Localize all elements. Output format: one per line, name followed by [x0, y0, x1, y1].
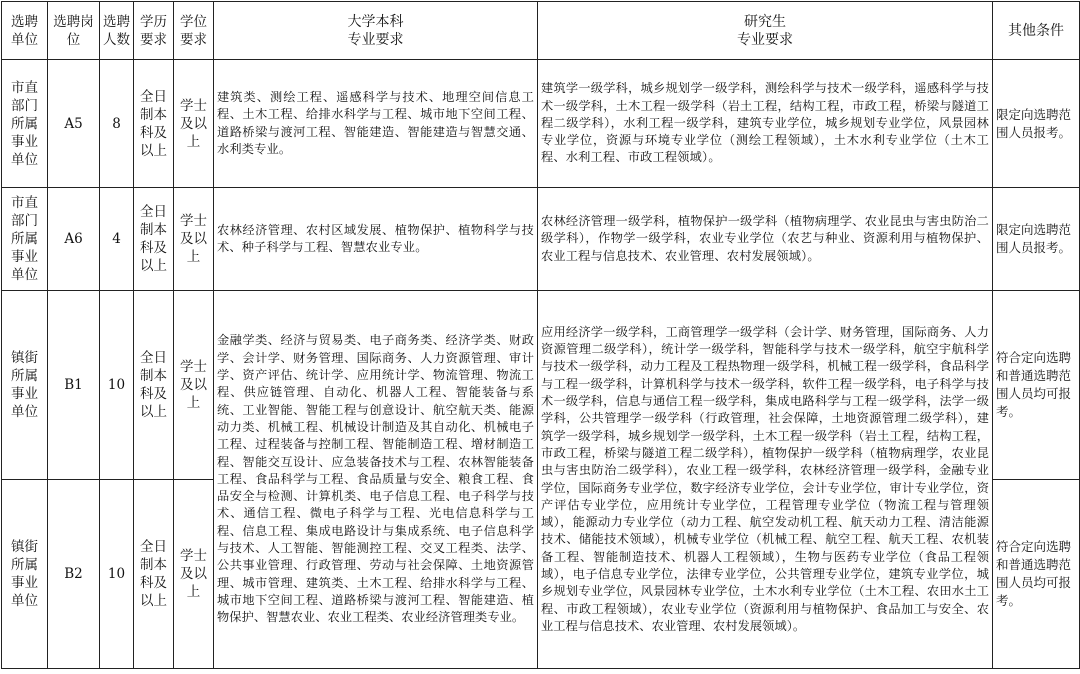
education-cell: 全日制本科及以上 — [134, 291, 174, 480]
shared-undergrad-major-cell: 金融学类、经济与贸易类、电子商务类、经济学类、财政学、会计学、财务管理、国际商务、人力资源管理、审计学、资产评估、统计学、应用统计学、物流管理、物流工程、供应链管理、自动化、机器人工程、智能装备与系统、工业智能、智能工程与创意设计、航空航天类、能源动力类、机械工程、机械设计制造及其自动化、机械电子工程、过程装备与控制工程、智能制造工程、增材制造工程、智能交互设计、应急装备技术与工程、农林智能装备工程、食品科学与工程、食品质量与安全、粮食工程、食品安全与检测、计算机类、电子信息工程、电子科学与技术、通信工程、微电子科学与工程、光电信息科学与工程、信息工程、集成电路设计与集成系统、电子信息科学与技术、人工智能、智能测控工程、交叉工程类、法学、公共事业管理、行政管理、劳动与社会保障、土地资源管理、城市管理、建筑类、土木工程、给排水科学与工程、城市地下空间工程、道路桥梁与渡河工程、智能建造、植物保护、智慧农业、农业工程类、农业经济管理类专业。 — [214, 291, 538, 669]
degree-cell: 学士及以上 — [174, 480, 214, 669]
table-row — [2, 291, 1080, 480]
post-cell: A5 — [48, 60, 100, 188]
count-cell: 10 — [100, 480, 134, 669]
other-conditions-cell: 限定向选聘范围人员报考。 — [993, 60, 1080, 188]
header-other: 其他条件 — [993, 2, 1080, 60]
table-row — [2, 188, 1080, 291]
post-cell: B2 — [48, 480, 100, 669]
unit-cell: 镇街所属事业单位 — [2, 291, 48, 480]
table-row — [2, 60, 1080, 188]
degree-cell: 学士及以上 — [174, 291, 214, 480]
other-conditions-cell: 符合定向选聘和普通选聘范围人员均可报考。 — [993, 291, 1080, 480]
unit-cell: 镇街所属事业单位 — [2, 480, 48, 669]
education-cell: 全日制本科及以上 — [134, 480, 174, 669]
recruitment-table — [1, 1, 1080, 669]
post-cell: A6 — [48, 188, 100, 291]
degree-cell: 学士及以上 — [174, 60, 214, 188]
header-unit: 选聘单位 — [2, 2, 48, 60]
other-conditions-cell: 限定向选聘范围人员报考。 — [993, 188, 1080, 291]
count-cell: 4 — [100, 188, 134, 291]
education-cell: 全日制本科及以上 — [134, 60, 174, 188]
post-cell: B1 — [48, 291, 100, 480]
header-undergrad: 大学本科 专业要求 — [214, 2, 538, 60]
header-grad: 研究生 专业要求 — [538, 2, 993, 60]
header-education: 学历要求 — [134, 2, 174, 60]
undergrad-major-cell: 建筑类、测绘工程、遥感科学与技术、地理空间信息工程、土木工程、给排水科学与工程、城市地下空间工程、道路桥梁与渡河工程、智能建造、智能建造与智慧交通、水利类专业。 — [214, 60, 538, 188]
unit-cell: 市直部门所属事业单位 — [2, 60, 48, 188]
header-row — [2, 2, 1080, 60]
unit-cell: 市直部门所属事业单位 — [2, 188, 48, 291]
education-cell: 全日制本科及以上 — [134, 188, 174, 291]
degree-cell: 学士及以上 — [174, 188, 214, 291]
grad-major-cell: 建筑学一级学科，城乡规划学一级学科，测绘科学与技术一级学科，遥感科学与技术一级学科，土木工程一级学科（岩土工程，结构工程，市政工程，桥梁与隧道工程二级学科），水利工程一级学科，建筑专业学位，城乡规划专业学位，风景园林专业学位，资源与环境专业学位（测绘工程领域），土木水利专业学位（土木工程、水利工程、市政工程领域）。 — [538, 60, 993, 188]
undergrad-major-cell: 农林经济管理、农村区域发展、植物保护、植物科学与技术、种子科学与工程、智慧农业专业。 — [214, 188, 538, 291]
header-post: 选聘岗位 — [48, 2, 100, 60]
header-count: 选聘人数 — [100, 2, 134, 60]
header-degree: 学位要求 — [174, 2, 214, 60]
shared-grad-major-cell: 应用经济学一级学科，工商管理学一级学科（会计学、财务管理，国际商务、人力资源管理二级学科），统计学一级学科，智能科学与技术一级学科，航空宇航科学与技术一级学科，动力工程及工程热物理一级学科，机械工程一级学科，食品科学与工程一级学科，计算机科学与技术一级学科，软件工程一级学科，电子科学与技术一级学科，信息与通信工程一级学科，集成电路科学与工程一级学科，法学一级学科，公共管理学一级学科（行政管理，社会保障，土地资源管理二级学科），建筑学一级学科，城乡规划学一级学科，土木工程一级学科（岩土工程，结构工程，市政工程，桥梁与隧道工程二级学科），植物保护一级学科（植物病理学，农业昆虫与害虫防治二级学科），农业工程一级学科，农林经济管理一级学科，金融专业学位，国际商务专业学位，数字经济专业学位，会计专业学位，审计专业学位，资产评估专业学位，应用统计专业学位，工程管理专业学位（物流工程与管理领域），能源动力专业学位（动力工程、航空发动机工程、航天动力工程、清洁能源技术、储能技术领域），机械专业学位（机械工程、航空工程、航天工程、农机装备工程、智能制造技术、机器人工程领域），生物与医药专业学位（食品工程领域），电子信息专业学位，法律专业学位，公共管理专业学位，建筑专业学位，城乡规划专业学位，风景园林专业学位，土木水利专业学位（土木工程、农田水土工程、市政工程领域），农业专业学位（资源利用与植物保护、食品加工与安全、农业工程与信息技术、农业管理、农村发展领域）。 — [538, 291, 993, 669]
count-cell: 10 — [100, 291, 134, 480]
count-cell: 8 — [100, 60, 134, 188]
grad-major-cell: 农林经济管理一级学科，植物保护一级学科（植物病理学、农业昆虫与害虫防治二级学科），作物学一级学科，农业专业学位（农艺与种业、资源利用与植物保护、农业工程与信息技术、农业管理、农村发展领域）。 — [538, 188, 993, 291]
other-conditions-cell: 符合定向选聘和普通选聘范围人员均可报考。 — [993, 480, 1080, 669]
